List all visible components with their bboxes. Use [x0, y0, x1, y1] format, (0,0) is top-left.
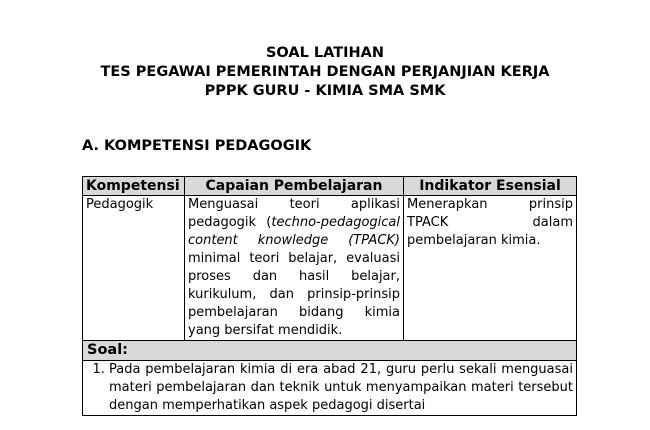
- table-header-row: [83, 177, 577, 196]
- cell-indikator: Menerapkan prinsip TPACK dalam pembelajaran kimia.: [404, 196, 577, 341]
- header-capaian: Capaian Pembelajaran: [185, 177, 404, 196]
- soal-header-row: [83, 341, 577, 361]
- doc-title: SOAL LATIHAN: [265, 45, 384, 61]
- section-heading: A. KOMPETENSI PEDAGOGIK: [82, 138, 312, 154]
- header-indikator: Indikator Esensial: [404, 177, 577, 196]
- cell-capaian: [185, 196, 404, 341]
- header-kompetensi: Kompetensi: [83, 177, 185, 196]
- question-cell: [83, 361, 577, 416]
- cell-kompetensi: Pedagogik: [83, 196, 185, 341]
- competency-table: [82, 176, 577, 416]
- question-list: [86, 361, 573, 415]
- capaian-text-cont: minimal teori belajar, evaluasi proses dan hasil belajar, kurikulum, dan prinsip-prinsip pembelajaran bidang kimia yang bersifat mendidik.: [188, 251, 400, 338]
- capaian-italic: techno-pedagogical content knowledge (TPACK): [188, 215, 400, 248]
- soal-label: Soal:: [83, 341, 577, 361]
- capaian-text: Menguasai teori aplikasi pedagogik (: [188, 197, 400, 230]
- table-row: [83, 196, 577, 341]
- doc-subtitle-2: PPPK GURU - KIMIA SMA SMK: [204, 83, 446, 99]
- doc-subtitle: TES PEGAWAI PEMERINTAH DENGAN PERJANJIAN KERJA: [100, 64, 550, 80]
- question-item: 1. Pada pembelajaran kimia di era abad 21, guru perlu sekali menguasai materi pembelajaran dan teknik untuk menyampaikan materi tersebut dengan memperhatikan aspek pedagogi disertai: [109, 361, 573, 415]
- question-row: [83, 361, 577, 416]
